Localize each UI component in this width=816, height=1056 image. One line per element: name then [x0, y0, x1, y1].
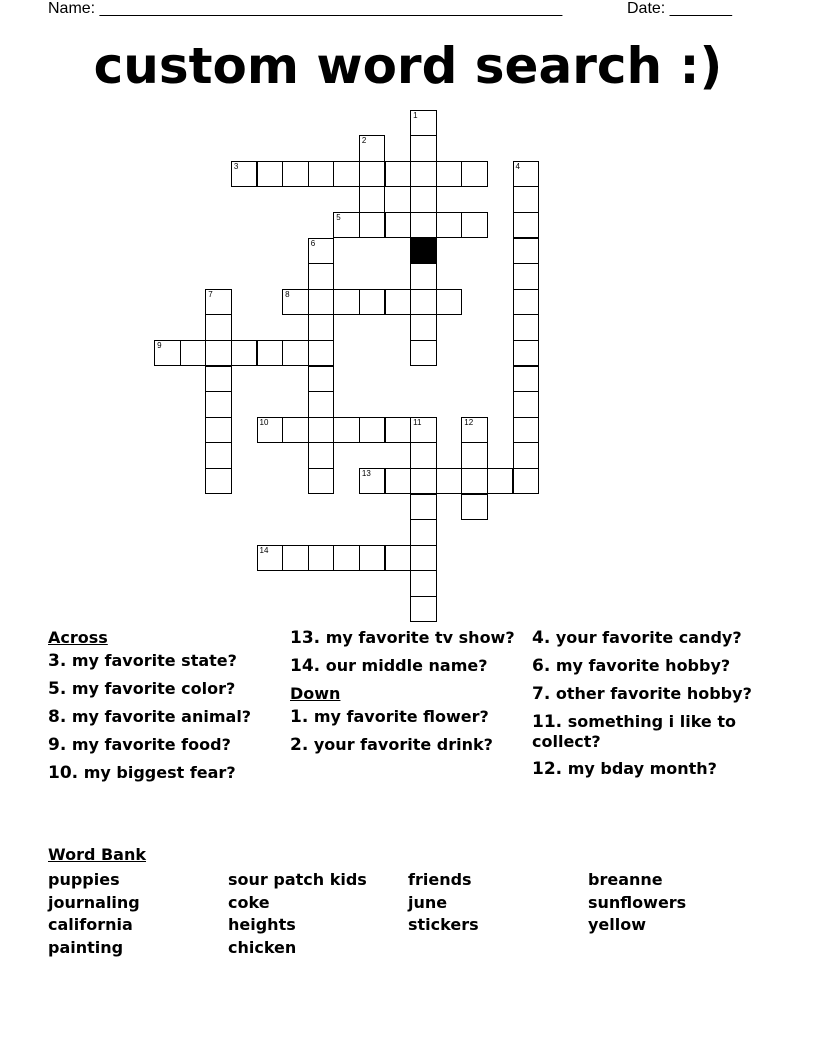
crossword-cell[interactable] — [308, 391, 335, 418]
crossword-cell[interactable] — [308, 417, 335, 444]
crossword-cell[interactable] — [410, 494, 437, 521]
crossword-cell[interactable] — [385, 212, 412, 239]
crossword-cell[interactable] — [410, 519, 437, 546]
crossword-cell[interactable] — [282, 289, 309, 316]
crossword-cell[interactable] — [461, 442, 488, 469]
clue-down-7: 7. other favorite hobby? — [532, 684, 752, 704]
clue-number: 8 — [285, 289, 290, 299]
crossword-cell[interactable] — [410, 417, 437, 444]
word-bank-item: stickers — [408, 915, 479, 935]
crossword-cell[interactable] — [410, 135, 437, 162]
crossword-cell[interactable] — [333, 212, 360, 239]
crossword-cell[interactable] — [410, 340, 437, 367]
crossword-cell[interactable] — [359, 135, 386, 162]
crossword-cell[interactable] — [205, 417, 232, 444]
crossword-cell[interactable] — [359, 545, 386, 572]
crossword-cell[interactable] — [359, 186, 386, 213]
crossword-cell[interactable] — [333, 545, 360, 572]
crossword-cell[interactable] — [436, 289, 463, 316]
crossword-cell[interactable] — [359, 161, 386, 188]
crossword-cell[interactable] — [410, 596, 437, 623]
crossword-cell[interactable] — [205, 391, 232, 418]
clue-down-12: 12. my bday month? — [532, 759, 717, 779]
clue-number: 11 — [413, 417, 422, 427]
clue-down-4: 4. your favorite candy? — [532, 628, 742, 648]
crossword-cell[interactable] — [436, 161, 463, 188]
clue-column-2 — [290, 628, 522, 763]
crossword-cell[interactable] — [308, 161, 335, 188]
crossword-cell[interactable] — [513, 391, 540, 418]
crossword-cell[interactable] — [231, 340, 258, 367]
crossword-cell[interactable] — [513, 238, 540, 265]
clue-across-10: 10. my biggest fear? — [48, 763, 236, 783]
crossword-cell[interactable] — [410, 545, 437, 572]
clue-number: 12 — [464, 417, 474, 427]
crossword-cell[interactable] — [205, 314, 232, 341]
word-bank-item: sunflowers — [588, 892, 687, 912]
crossword-cell[interactable] — [410, 263, 437, 290]
crossword-cell[interactable] — [513, 212, 540, 239]
clue-number: 14 — [259, 545, 269, 555]
crossword-cell[interactable] — [205, 289, 232, 316]
across-heading: Across — [48, 628, 108, 647]
crossword-cell[interactable] — [513, 417, 540, 444]
crossword-cell[interactable] — [333, 417, 360, 444]
crossword-cell[interactable] — [410, 570, 437, 597]
crossword-cell[interactable] — [359, 468, 386, 495]
down-heading: Down — [290, 684, 341, 703]
clue-number: 7 — [208, 289, 213, 299]
word-bank-item: sour patch kids — [228, 870, 367, 889]
crossword-cell[interactable] — [359, 212, 386, 239]
word-bank-column-4 — [588, 869, 686, 937]
crossword-cell[interactable] — [257, 340, 284, 367]
clue-across-9: 9. my favorite food? — [48, 735, 231, 755]
clue-across-3: 3. my favorite state? — [48, 651, 237, 671]
crossword-cell[interactable] — [282, 545, 309, 572]
clue-down-2: 2. your favorite drink? — [290, 735, 493, 755]
crossword-cell[interactable] — [308, 366, 335, 393]
clue-across-14: 14. our middle name? — [290, 656, 488, 676]
crossword-cell[interactable] — [487, 468, 514, 495]
word-bank-item: heights — [228, 915, 296, 935]
crossword-cell[interactable] — [410, 110, 437, 137]
crossword-cell[interactable] — [436, 212, 463, 239]
crossword-cell[interactable] — [513, 263, 540, 290]
word-bank-column-2 — [228, 869, 367, 959]
clue-number: 2 — [361, 136, 367, 146]
clue-column-3 — [532, 628, 764, 787]
date-field-label: Date: _______ — [627, 0, 732, 17]
word-bank-item: chicken — [228, 937, 297, 957]
clue-across-8: 8. my favorite animal? — [48, 707, 252, 727]
crossword-cell[interactable] — [385, 417, 412, 444]
crossword-cell[interactable] — [385, 289, 412, 316]
clue-across-5: 5. my favorite color? — [48, 679, 236, 699]
crossword-cell[interactable] — [410, 161, 437, 188]
crossword-cell[interactable] — [513, 289, 540, 316]
crossword-cell[interactable] — [410, 442, 437, 469]
crossword-cell[interactable] — [282, 417, 309, 444]
word-bank-item: journaling — [48, 892, 140, 912]
word-bank-column-3 — [408, 869, 479, 937]
crossword-cell[interactable] — [308, 289, 335, 316]
crossword-cell[interactable] — [385, 468, 412, 495]
word-bank-item: puppies — [48, 870, 120, 889]
crossword-cell[interactable] — [513, 314, 540, 341]
crossword-cell[interactable] — [410, 212, 437, 239]
crossword-cell[interactable] — [154, 340, 181, 367]
crossword-cell[interactable] — [436, 468, 463, 495]
crossword-cell[interactable] — [180, 340, 207, 367]
crossword-cell[interactable] — [461, 212, 488, 239]
page-title: custom word search :) — [93, 37, 723, 95]
word-bank-item: friends — [408, 870, 472, 889]
crossword-cell[interactable] — [513, 468, 540, 495]
clue-down-11: 11. something i like to collect? — [532, 712, 736, 751]
crossword-cell[interactable] — [282, 161, 309, 188]
crossword-cell[interactable] — [333, 289, 360, 316]
crossword-cell[interactable] — [410, 289, 437, 316]
clue-number: 4 — [515, 161, 520, 171]
crossword-cell[interactable] — [333, 161, 360, 188]
crossword-cell[interactable] — [410, 314, 437, 341]
crossword-cell[interactable] — [410, 186, 437, 213]
crossword-block — [410, 238, 437, 265]
clue-number: 3 — [233, 161, 239, 171]
crossword-cell[interactable] — [205, 442, 232, 469]
crossword-cell[interactable] — [205, 366, 232, 393]
crossword-cell[interactable] — [385, 545, 412, 572]
clue-number: 5 — [336, 212, 341, 222]
word-bank-item: june — [408, 892, 448, 912]
crossword-cell[interactable] — [231, 161, 258, 188]
crossword-cell[interactable] — [513, 340, 540, 367]
crossword-cell[interactable] — [461, 494, 488, 521]
name-field-label: Name: ____________________________________________________ — [48, 0, 563, 17]
crossword-cell[interactable] — [308, 545, 335, 572]
crossword-cell[interactable] — [461, 417, 488, 444]
crossword-cell[interactable] — [257, 545, 284, 572]
crossword-cell[interactable] — [385, 161, 412, 188]
crossword-cell[interactable] — [513, 442, 540, 469]
crossword-cell[interactable] — [308, 340, 335, 367]
word-bank-item: coke — [228, 892, 270, 912]
clue-column-1 — [48, 628, 280, 791]
word-bank-item: california — [48, 915, 133, 935]
crossword-cell[interactable] — [308, 314, 335, 341]
clue-down-1: 1. my favorite flower? — [290, 707, 489, 727]
crossword-cell[interactable] — [461, 161, 488, 188]
crossword-cell[interactable] — [359, 289, 386, 316]
clue-across-13: 13. my favorite tv show? — [290, 628, 515, 648]
crossword-cell[interactable] — [205, 340, 232, 367]
crossword-cell[interactable] — [359, 417, 386, 444]
clue-number: 1 — [413, 110, 418, 120]
crossword-cell[interactable] — [461, 468, 488, 495]
crossword-cell[interactable] — [513, 186, 540, 213]
crossword-cell[interactable] — [282, 340, 309, 367]
crossword-cell[interactable] — [257, 161, 284, 188]
crossword-cell[interactable] — [205, 468, 232, 495]
crossword-cell[interactable] — [308, 263, 335, 290]
word-bank-item: painting — [48, 937, 124, 957]
crossword-cell[interactable] — [410, 468, 437, 495]
word-bank-item: yellow — [588, 915, 647, 935]
crossword-cell[interactable] — [308, 442, 335, 469]
clue-number: 6 — [310, 238, 316, 248]
crossword-cell[interactable] — [257, 417, 284, 444]
clue-number: 10 — [259, 417, 269, 427]
clue-down-6: 6. my favorite hobby? — [532, 656, 731, 676]
crossword-cell[interactable] — [513, 161, 540, 188]
crossword-cell[interactable] — [308, 238, 335, 265]
crossword-cell[interactable] — [513, 366, 540, 393]
clue-number: 9 — [157, 340, 162, 350]
clue-number: 13 — [361, 468, 371, 478]
word-bank-heading: Word Bank — [48, 845, 147, 864]
word-bank-item: breanne — [588, 870, 663, 889]
crossword-cell[interactable] — [308, 468, 335, 495]
word-bank-column-1 — [48, 869, 140, 959]
